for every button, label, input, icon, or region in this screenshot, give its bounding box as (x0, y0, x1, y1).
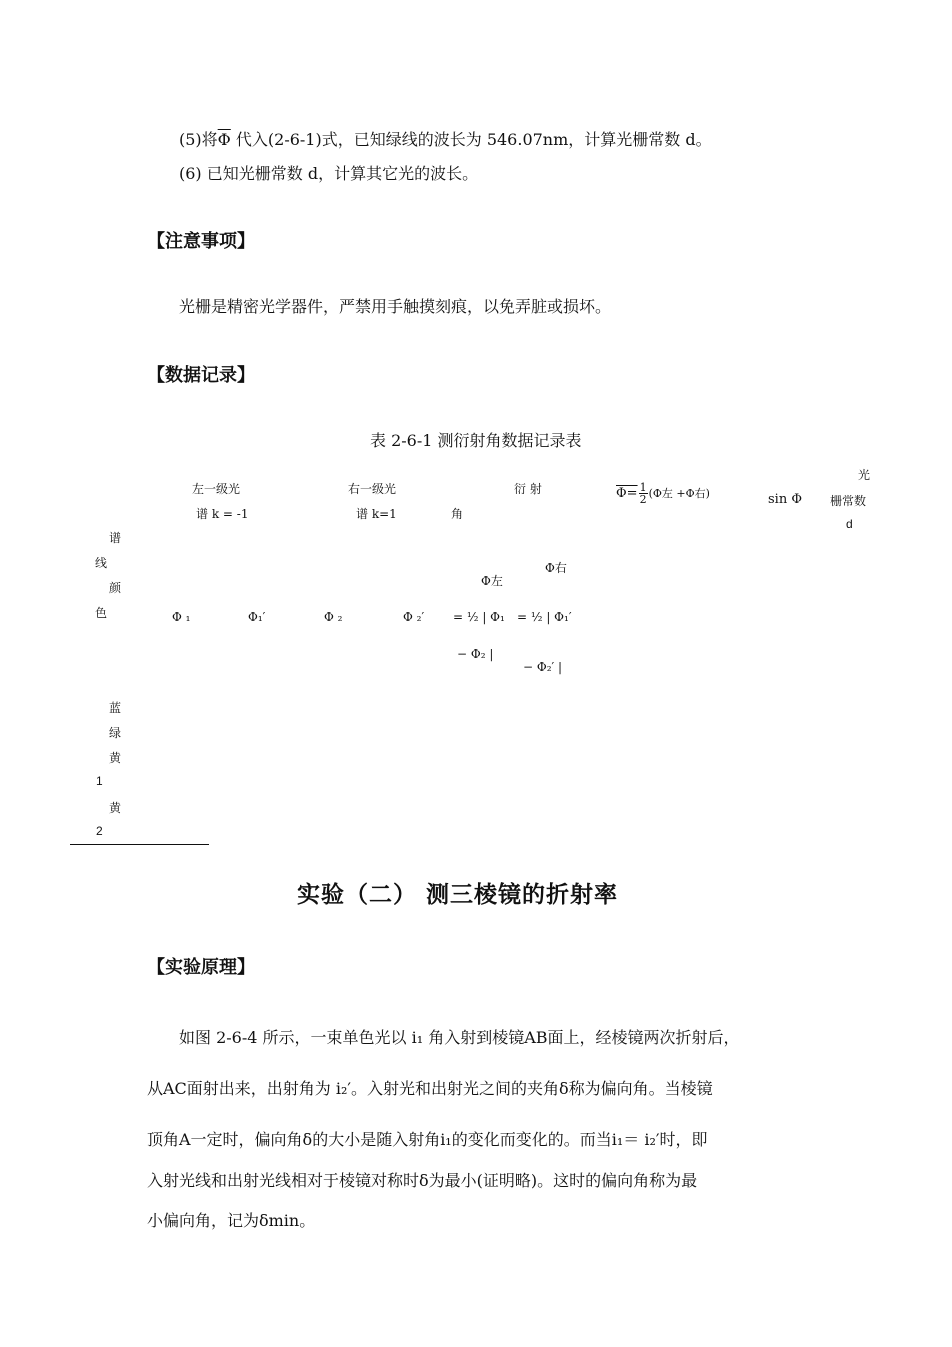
row-green: 绿 (109, 726, 122, 740)
principle-line-5: 小偏向角，记为δmin。 (147, 1211, 316, 1230)
experiment-2-title: 实验（二） 测三棱镜的折射率 (297, 882, 619, 908)
header-grating-2: 栅常数 (830, 494, 867, 508)
principle-line-3: 顶角A一定时，偏向角δ的大小是随入射角i₁的变化而变化的。而当i₁＝ i₂′时，即 (147, 1130, 708, 1149)
phi-right-symbol: Φ右 (545, 561, 567, 575)
table-caption: 表 2-6-1 测衍射角数据记录表 (370, 431, 582, 450)
notes-heading: 【注意事项】 (147, 231, 255, 252)
frac-den: 2 (639, 493, 647, 506)
header-sin-phi: sin Φ (768, 492, 802, 507)
principle-line-4: 入射光线和出射光线相对于棱镜对称时δ为最小(证明略)。这时的偏向角称为最 (147, 1171, 698, 1190)
col-phi2: Φ ₂ (324, 610, 343, 624)
header-diffraction-2: 角 (451, 507, 464, 521)
avg-phi-lhs: Φ= (616, 486, 638, 501)
row-yellow-b: 黄 (109, 801, 122, 815)
header-average-phi (616, 482, 710, 505)
label-spectral-3: 颜 (109, 581, 122, 595)
row-yellow-2: 2 (96, 824, 103, 838)
step-5 (179, 127, 712, 150)
label-spectral-1: 谱 (109, 531, 122, 545)
half-fraction (639, 482, 648, 505)
header-right-order-1: 右一级光 (348, 482, 397, 496)
principle-line-2: 从AC面射出来，出射角为 i₂′。入射光和出射光之间的夹角δ称为偏向角。当棱镜 (147, 1079, 713, 1098)
row-yellow: 黄 (109, 751, 122, 765)
header-grating-1: 光 (858, 468, 871, 482)
avg-phi-rhs: (Φ左 +Φ右) (648, 487, 710, 500)
step-5-prefix: (5)将 (179, 130, 218, 149)
phi-left-symbol: Φ左 (481, 574, 503, 588)
col-phi1-prime: Φ₁′ (248, 610, 266, 624)
principle-heading: 【实验原理】 (147, 957, 255, 978)
notes-text: 光栅是精密光学器件，严禁用手触摸刻痕，以免弄脏或损坏。 (179, 297, 612, 316)
label-spectral-2: 线 (95, 556, 108, 570)
step-6: (6) 已知光栅常数 d，计算其它光的波长。 (179, 164, 479, 183)
header-grating-3: d (846, 517, 853, 531)
header-left-order-1: 左一级光 (192, 482, 241, 496)
phi-right-formula-1: = ½ | Φ₁′ (517, 610, 572, 624)
phi-right-formula-2: − Φ₂′ | (523, 660, 563, 674)
phi-left-formula-2: − Φ₂ | (457, 647, 494, 661)
principle-line-1: 如图 2-6-4 所示，一束单色光以 i₁ 角入射到棱镜AB面上，经棱镜两次折射后， (179, 1028, 740, 1047)
label-spectral-4: 色 (95, 606, 108, 620)
phi-left-formula-1: = ½ | Φ₁ (453, 610, 505, 624)
step-5-text: 代入(2-6-1)式，已知绿线的波长为 546.07nm，计算光栅常数 d。 (235, 130, 712, 149)
header-left-order-2: 谱 k = -1 (196, 507, 249, 521)
col-phi1: Φ ₁ (172, 610, 191, 624)
col-phi2-prime: Φ ₂′ (403, 610, 425, 624)
row-blue: 蓝 (109, 701, 122, 715)
table-bottom-rule (70, 844, 209, 845)
header-diffraction-1: 衍 射 (514, 482, 542, 496)
data-record-heading: 【数据记录】 (147, 365, 255, 386)
frac-num: 1 (639, 481, 647, 494)
header-right-order-2: 谱 k=1 (356, 507, 397, 521)
phi-bar-symbol: $\overline{\Phi}$ (217, 130, 231, 149)
row-yellow-1: 1 (96, 774, 103, 788)
